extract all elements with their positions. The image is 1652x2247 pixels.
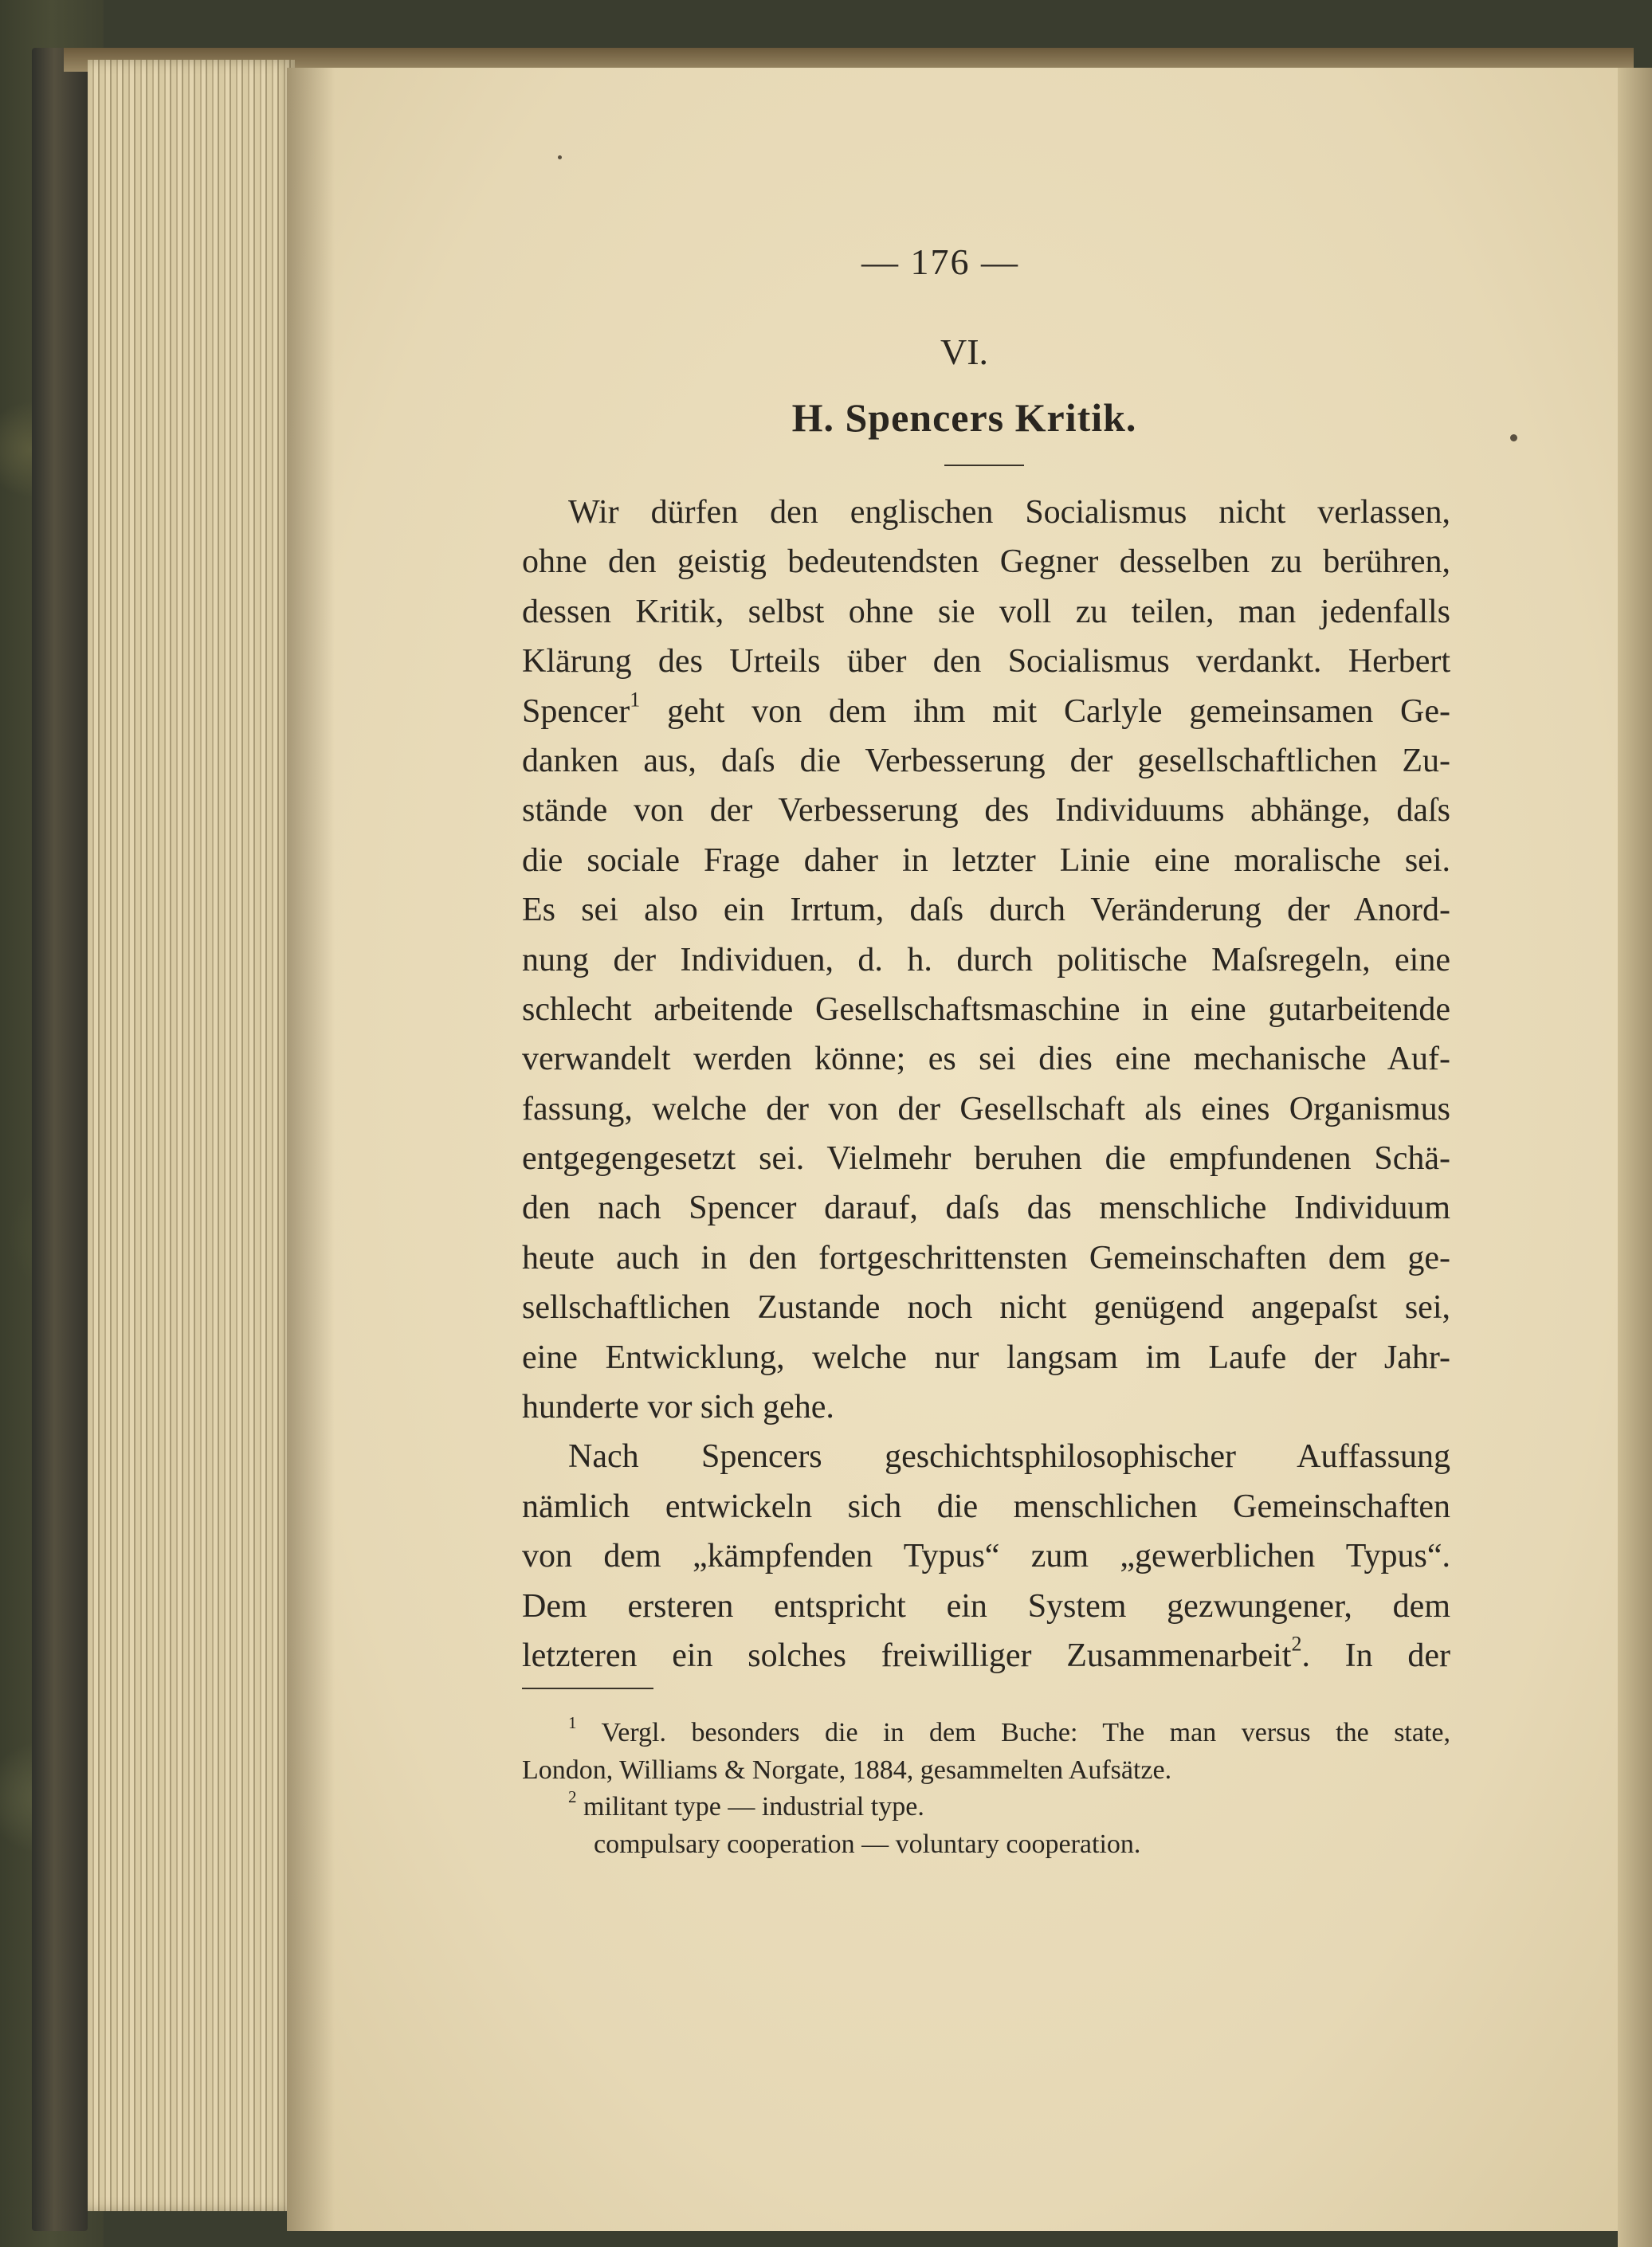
body-fragment: . In der	[1301, 1637, 1450, 1674]
body-line: die sociale Frage daher in letzter Linie eine moralische sei.	[522, 841, 1450, 879]
body-line: dessen Kritik, selbst ohne sie voll zu teilen, man jedenfalls	[522, 593, 1450, 630]
body-line: von dem „kämpfenden Typus“ zum „gewerblichen Typus“.	[522, 1538, 1450, 1575]
body-line: ohne den geistig bedeutendsten Gegner desselben zu berühren,	[522, 543, 1450, 581]
body-fragment: Spencer	[522, 692, 630, 730]
body-fragment: letzteren ein solches freiwilliger Zusammenarbeit	[522, 1637, 1292, 1674]
body-line: danken aus, daſs die Verbesserung der gesellschaftlichen Zu-	[522, 742, 1450, 779]
footnote-mark: 2	[568, 1787, 577, 1807]
body-line: Dem ersteren entspricht ein System gezwungener, dem	[522, 1587, 1450, 1625]
body-line	[522, 1631, 1450, 1680]
body-line: Nach Spencers geschichtsphilosophischer Auffassung	[568, 1438, 1450, 1476]
body-line: stände von der Verbesserung des Individuums abhänge, daſs	[522, 792, 1450, 829]
title-rule	[944, 465, 1024, 466]
footnote-line: London, Williams & Norgate, 1884, gesammelten Aufsätze.	[522, 1755, 1172, 1785]
body-line: eine Entwicklung, welche nur langsam im Laufe der Jahr-	[522, 1339, 1450, 1376]
paper-speck	[1510, 434, 1517, 441]
body-line: Es sei also ein Irrtum, daſs durch Veränderung der Anord-	[522, 892, 1450, 929]
footnotes	[522, 1715, 1450, 1863]
paper-speck	[558, 155, 562, 159]
body-line: hunderte vor sich gehe.	[522, 1389, 834, 1426]
footnote-mark: 1	[568, 1713, 577, 1733]
gutter-shadow	[287, 68, 335, 2231]
body-line: den nach Spencer darauf, daſs das menschliche Individuum	[522, 1190, 1450, 1227]
body-line: Wir dürfen den englischen Socialismus nicht verlassen,	[568, 494, 1450, 531]
section-title: H. Spencers Kritik.	[791, 395, 1137, 440]
footnote-text: militant type — industrial type.	[583, 1792, 924, 1822]
body-line: heute auch in den fortgeschrittensten Gemeinschaften dem ge-	[522, 1239, 1450, 1276]
body-line: entgegengesetzt sei. Vielmehr beruhen die empfundenen Schä-	[522, 1140, 1450, 1178]
chapter-number: VI.	[940, 331, 989, 372]
footnote-line: compulsary cooperation — voluntary cooperation.	[594, 1829, 1141, 1859]
body-line: schlecht arbeitende Gesellschaftsmaschine in eine gutarbeitende	[522, 990, 1450, 1028]
footnote-line	[522, 1789, 1450, 1826]
body-line: sellschaftlichen Zustande noch nicht genügend angepaſst sei,	[522, 1289, 1450, 1327]
body-line: nämlich entwickeln sich die menschlichen Gemeinschaften	[522, 1488, 1450, 1525]
body-line: Klärung des Urteils über den Socialismus verdankt. Herbert	[522, 643, 1450, 680]
footnote-rule	[522, 1688, 653, 1689]
footnote-text: Vergl. besonders die in dem Buche: The man versus the state,	[601, 1718, 1451, 1747]
body-line: nung der Individuen, d. h. durch politische Maſsregeln, eine	[522, 941, 1450, 978]
book-spine-edge	[32, 48, 88, 2231]
body-text	[522, 488, 1450, 1680]
page-number: — 176 —	[861, 241, 1019, 282]
body-fragment: geht von dem ihm mit Carlyle gemeinsamen Ge-	[667, 692, 1450, 730]
body-line: fassung, welche der von der Gesellschaft als eines Organismus	[522, 1090, 1450, 1127]
page-stack-edges	[88, 60, 295, 2211]
footnote-ref: 1	[630, 688, 641, 712]
body-line	[522, 687, 1450, 736]
footnote-line	[522, 1715, 1450, 1752]
right-page-edge	[1618, 68, 1652, 2247]
body-line: verwandelt werden könne; es sei dies eine mechanische Auf-	[522, 1041, 1450, 1078]
footnote-ref: 2	[1291, 1632, 1302, 1656]
